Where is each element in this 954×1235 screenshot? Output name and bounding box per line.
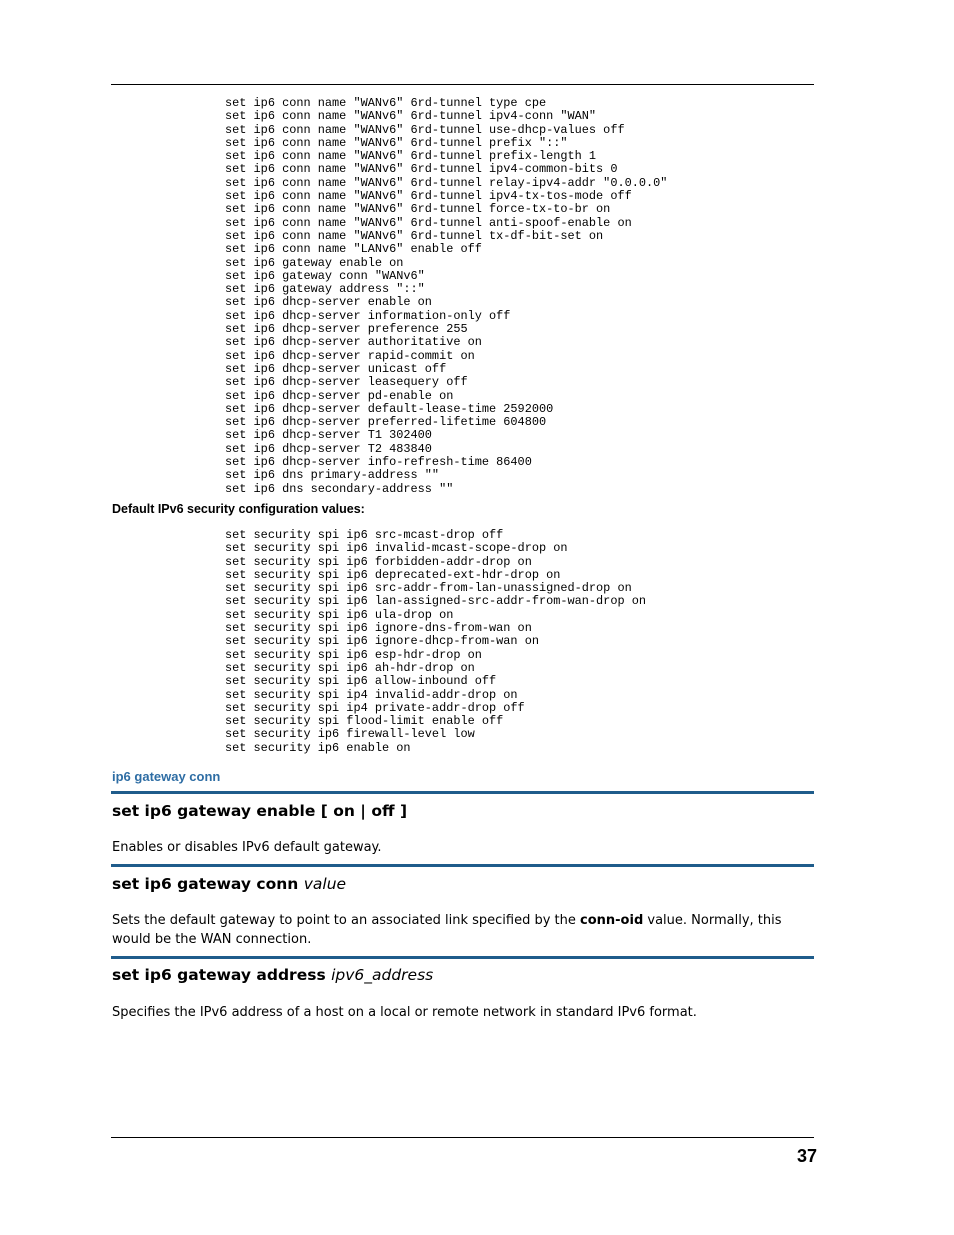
code-line: set ip6 dhcp-server default-lease-time 2592000 bbox=[225, 401, 554, 416]
code-line: set ip6 conn name "WANv6" 6rd-tunnel prefix-length 1 bbox=[225, 149, 597, 164]
code-line: set ip6 conn name "WANv6" 6rd-tunnel use-dhcp-values off bbox=[225, 122, 625, 137]
code-line: set security spi ip4 private-addr-drop off bbox=[225, 700, 525, 715]
code-line: set ip6 dhcp-server preferred-lifetime 604800 bbox=[225, 415, 547, 430]
code-line: set ip6 conn name "LANv6" enable off bbox=[225, 242, 482, 257]
desc-text: Sets the default gateway to point to an associated link specified by the bbox=[112, 913, 581, 928]
cmd-keyword: set ip6 gateway address bbox=[112, 966, 326, 984]
code-line: set security spi ip6 esp-hdr-drop on bbox=[225, 647, 482, 662]
cmd-desc-gateway-address: Specifies the IPv6 address of a host on a local or remote network in standard IPv6 format. bbox=[112, 1005, 697, 1020]
cmd-title-gateway-address bbox=[112, 966, 433, 984]
security-code-block bbox=[225, 529, 646, 755]
code-line: set security spi ip6 ula-drop on bbox=[225, 607, 454, 622]
cmd-desc-gateway-conn bbox=[112, 911, 814, 949]
security-defaults-heading: Default IPv6 security configuration values: bbox=[112, 502, 365, 516]
code-line: set security ip6 enable on bbox=[225, 740, 411, 755]
code-line: set security spi ip6 lan-assigned-src-addr-from-wan-drop on bbox=[225, 594, 646, 609]
code-line: set ip6 dns primary-address "" bbox=[225, 468, 440, 483]
code-line: set ip6 dhcp-server T1 302400 bbox=[225, 428, 432, 443]
section-label-ip6-gateway-conn: ip6 gateway conn bbox=[112, 769, 221, 784]
code-line: set ip6 dhcp-server info-refresh-time 86400 bbox=[225, 455, 532, 470]
code-line: set ip6 dhcp-server preference 255 bbox=[225, 322, 468, 337]
code-line: set ip6 conn name "WANv6" 6rd-tunnel prefix "::" bbox=[225, 135, 568, 150]
code-line: set ip6 conn name "WANv6" 6rd-tunnel relay-ipv4-addr "0.0.0.0" bbox=[225, 175, 668, 190]
page-number: 37 bbox=[796, 1146, 817, 1166]
code-line: set security spi flood-limit enable off bbox=[225, 714, 504, 729]
code-line: set ip6 gateway conn "WANv6" bbox=[225, 268, 425, 283]
code-line: set ip6 dhcp-server enable on bbox=[225, 295, 432, 310]
code-line: set ip6 conn name "WANv6" 6rd-tunnel tx-df-bit-set on bbox=[225, 228, 604, 243]
code-line: set ip6 conn name "WANv6" 6rd-tunnel ipv4-common-bits 0 bbox=[225, 162, 618, 177]
code-line: set ip6 conn name "WANv6" 6rd-tunnel type cpe bbox=[225, 96, 547, 110]
code-line: set ip6 conn name "WANv6" 6rd-tunnel anti-spoof-enable on bbox=[225, 215, 632, 230]
desc-bold-term: conn-oid bbox=[580, 913, 644, 928]
code-line: set security spi ip4 invalid-addr-drop on bbox=[225, 687, 518, 702]
code-line: set ip6 dhcp-server pd-enable on bbox=[225, 388, 454, 403]
code-line: set ip6 dhcp-server unicast off bbox=[225, 361, 447, 376]
cmd-argument: value bbox=[303, 875, 347, 893]
code-line: set security spi ip6 invalid-mcast-scope-drop on bbox=[225, 541, 568, 556]
code-line: set ip6 dhcp-server T2 483840 bbox=[225, 441, 432, 456]
code-line: set ip6 conn name "WANv6" 6rd-tunnel force-tx-to-br on bbox=[225, 202, 611, 217]
code-line: set ip6 conn name "WANv6" 6rd-tunnel ipv4-tx-tos-mode off bbox=[225, 189, 632, 204]
section-rule bbox=[111, 956, 814, 959]
code-line: set security spi ip6 ignore-dns-from-wan on bbox=[225, 621, 532, 636]
cmd-title-gateway-conn bbox=[112, 875, 346, 893]
code-line: set ip6 dhcp-server information-only off bbox=[225, 308, 511, 323]
footer-rule bbox=[111, 1137, 814, 1138]
cmd-argument: ipv6_address bbox=[331, 966, 434, 984]
desc-text: value. Normally, this would be the WAN connection. bbox=[112, 913, 782, 947]
code-line: set ip6 dhcp-server authoritative on bbox=[225, 335, 482, 350]
code-line: set security spi ip6 ah-hdr-drop on bbox=[225, 660, 475, 675]
code-line: set ip6 gateway address "::" bbox=[225, 282, 425, 297]
code-line: set security ip6 firewall-level low bbox=[225, 727, 475, 742]
code-line: set security spi ip6 forbidden-addr-drop on bbox=[225, 554, 532, 569]
cmd-keyword: set ip6 gateway conn bbox=[112, 875, 299, 893]
cmd-title-gateway-enable: set ip6 gateway enable [ on | off ] bbox=[112, 802, 408, 820]
section-rule bbox=[111, 864, 814, 867]
ip6-conn-code-block bbox=[225, 97, 667, 496]
code-line: set security spi ip6 src-mcast-drop off bbox=[225, 528, 504, 542]
code-line: set ip6 dhcp-server rapid-commit on bbox=[225, 348, 475, 363]
code-line: set ip6 conn name "WANv6" 6rd-tunnel ipv4-conn "WAN" bbox=[225, 109, 597, 124]
code-line: set security spi ip6 ignore-dhcp-from-wan on bbox=[225, 634, 539, 649]
code-line: set security spi ip6 src-addr-from-lan-unassigned-drop on bbox=[225, 581, 632, 596]
section-rule bbox=[111, 791, 814, 794]
cmd-desc-gateway-enable: Enables or disables IPv6 default gateway. bbox=[112, 840, 382, 855]
code-line: set security spi ip6 deprecated-ext-hdr-drop on bbox=[225, 567, 561, 582]
code-line: set ip6 dhcp-server leasequery off bbox=[225, 375, 468, 390]
code-line: set ip6 gateway enable on bbox=[225, 255, 404, 270]
code-line: set security spi ip6 allow-inbound off bbox=[225, 674, 497, 689]
code-line: set ip6 dns secondary-address "" bbox=[225, 481, 454, 496]
header-rule bbox=[111, 84, 814, 85]
